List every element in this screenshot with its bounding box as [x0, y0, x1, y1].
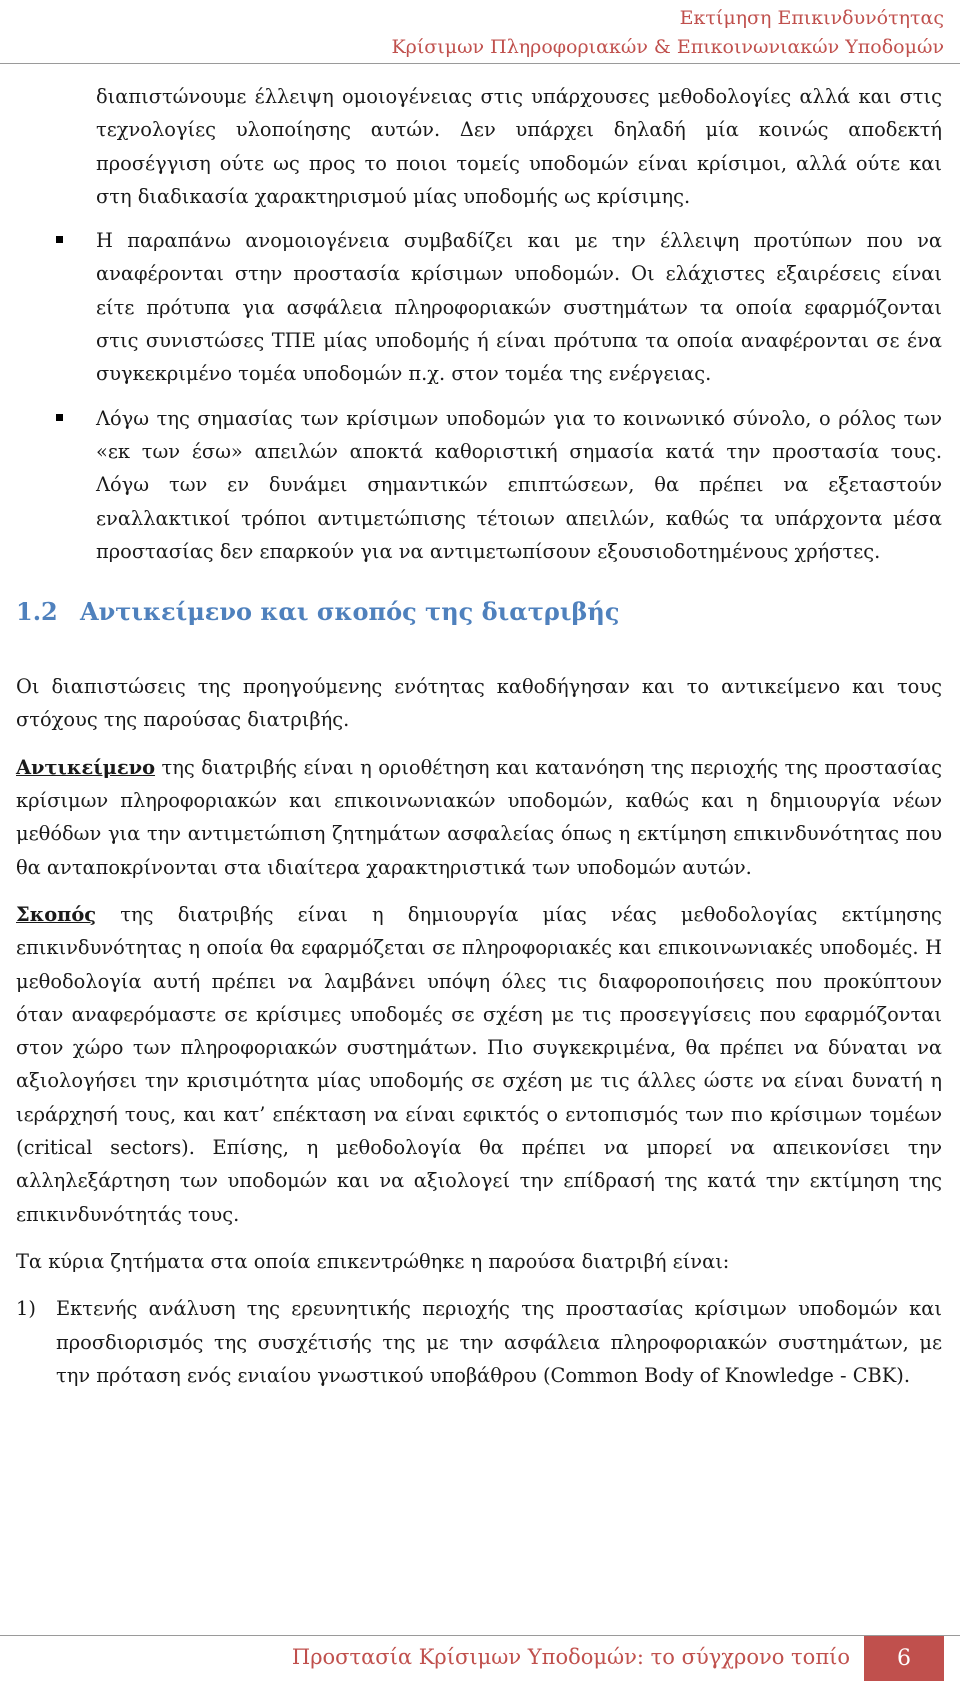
page-content: [16, 80, 942, 1392]
section-number: 1.2: [16, 597, 58, 627]
square-bullet-icon: [56, 414, 63, 421]
header-line-2: Κρίσιμων Πληροφοριακών & Επικοινωνιακών Υποδομών: [391, 36, 944, 58]
item-number: 1): [16, 1297, 36, 1321]
numbered-item: [16, 1292, 942, 1392]
object-paragraph: [16, 751, 942, 884]
footer-title: Προστασία Κρίσιμων Υποδομών: το σύγχρονο τοπίο: [291, 1645, 850, 1669]
issues-intro: Τα κύρια ζητήματα στα οποία επικεντρώθηκε η παρούσα διατριβή είναι:: [16, 1249, 730, 1273]
header-line-1: Εκτίμηση Επικινδυνότητας: [679, 7, 944, 29]
section-title: Αντικείμενο και σκοπός της διατριβής: [80, 597, 620, 627]
footer-divider: [0, 1635, 960, 1636]
item-text: Εκτενής ανάλυση της ερευνητικής περιοχής της προστασίας κρίσιμων υποδομών και προσδιορισμός της συσχέτισής της με την ασφάλεια πληροφοριακών συστημάτων, με την πρόταση ενός ενιαίου γνωστικού υποβάθρου (Common Body of Knowledge - CBK).: [56, 1297, 942, 1387]
intro-paragraph: Οι διαπιστώσεις της προηγούμενης ενότητας καθοδήγησαν και το αντικείμενο και τους στόχους της παρούσας διατριβής.: [16, 675, 942, 732]
bullet-item: [96, 224, 942, 390]
purpose-term: Σκοπός: [16, 902, 97, 926]
header-divider: [0, 63, 960, 64]
section-heading: [16, 592, 942, 632]
object-text: της διατριβής είναι η οριοθέτηση και κατανόηση της περιοχής της προστασίας κρίσιμων πληροφοριακών και επικοινωνιακών υποδομών, καθώς και η δημιουργία νέων μεθόδων για την αντιμετώπιση ζητημάτων ασφαλείας όπως η εκτίμηση επικινδυνότητας που θα ανταποκρίνονται στα ιδιαίτερα χαρακτηριστικά των υποδομών αυτών.: [16, 755, 942, 879]
object-term: Αντικείμενο: [16, 755, 156, 779]
bullet-item: [96, 402, 942, 568]
running-header: [391, 4, 944, 62]
page-number: 6: [864, 1636, 944, 1681]
continued-paragraph: διαπιστώνουμε έλλειψη ομοιογένειας στις υπάρχουσες μεθοδολογίες αλλά και στις τεχνολογίες υλοποίησης αυτών. Δεν υπάρχει δηλαδή μία κοινώς αποδεκτή προσέγγιση ούτε ως προς το ποιοι τομείς υποδομών είναι κρίσιμοι, αλλά ούτε και στη διαδικασία χαρακτηρισμού μίας υποδομής ως κρίσιμης.: [96, 85, 942, 208]
purpose-text: της διατριβής είναι η δημιουργία μίας νέας μεθοδολογίας εκτίμησης επικινδυνότητας η οποία θα εφαρμόζεται σε πληροφοριακές και επικοινωνιακές υποδομές. Η μεθοδολογία αυτή πρέπει να λαμβάνει υπόψη όλες τις διαφοροποιήσεις που προκύπτουν όταν αναφερόμαστε σε κρίσιμες υποδομές σε σχέση με τις προσεγγίσεις που εφαρμόζονται στον χώρο των πληροφοριακών συστημάτων. Πιο συγκεκριμένα, θα πρέπει να δύναται να αξιολογήσει την κρισιμότητα μίας υποδομής σε σχέση με τις άλλες ώστε να είναι δυνατή η ιεράρχησή τους, και κατ’ επέκταση να είναι εφικτός ο εντοπισμός των πιο κρίσιμων τομέων (critical sectors). Επίσης, η μεθοδολογία θα πρέπει να μπορεί να απεικονίσει την αλληλεξάρτηση των υποδομών και να αξιολογεί την επίδρασή της κατά την εκτίμηση της επικινδυνότητάς τους.: [16, 902, 942, 1226]
purpose-paragraph: [16, 898, 942, 1231]
bullet-text: Η παραπάνω ανομοιογένεια συμβαδίζει και με την έλλειψη προτύπων που να αναφέρονται στην προστασία κρίσιμων υποδομών. Οι ελάχιστες εξαιρέσεις είναι είτε πρότυπα για ασφάλεια πληροφοριακών συστημάτων τα οποία εφαρμόζονται στις συνιστώσες ΤΠΕ μίας υποδομής ή είναι πρότυπα τα οποία αναφέρονται σε ένα συγκεκριμένο τομέα υποδομών π.χ. στον τομέα της ενέργειας.: [96, 229, 942, 386]
square-bullet-icon: [56, 236, 63, 243]
bullet-text: Λόγω της σημασίας των κρίσιμων υποδομών για το κοινωνικό σύνολο, ο ρόλος των «εκ των έσω» απειλών αποκτά καθοριστική σημασία κατά την προστασία τους. Λόγω των εν δυνάμει σημαντικών επιπτώσεων, θα πρέπει να εξεταστούν εναλλακτικοί τρόποι αντιμετώπισης τέτοιων απειλών, καθώς τα υπάρχοντα μέσα προστασίας δεν επαρκούν για να αντιμετωπίσουν εξουσιοδοτημένους χρήστες.: [96, 406, 942, 563]
